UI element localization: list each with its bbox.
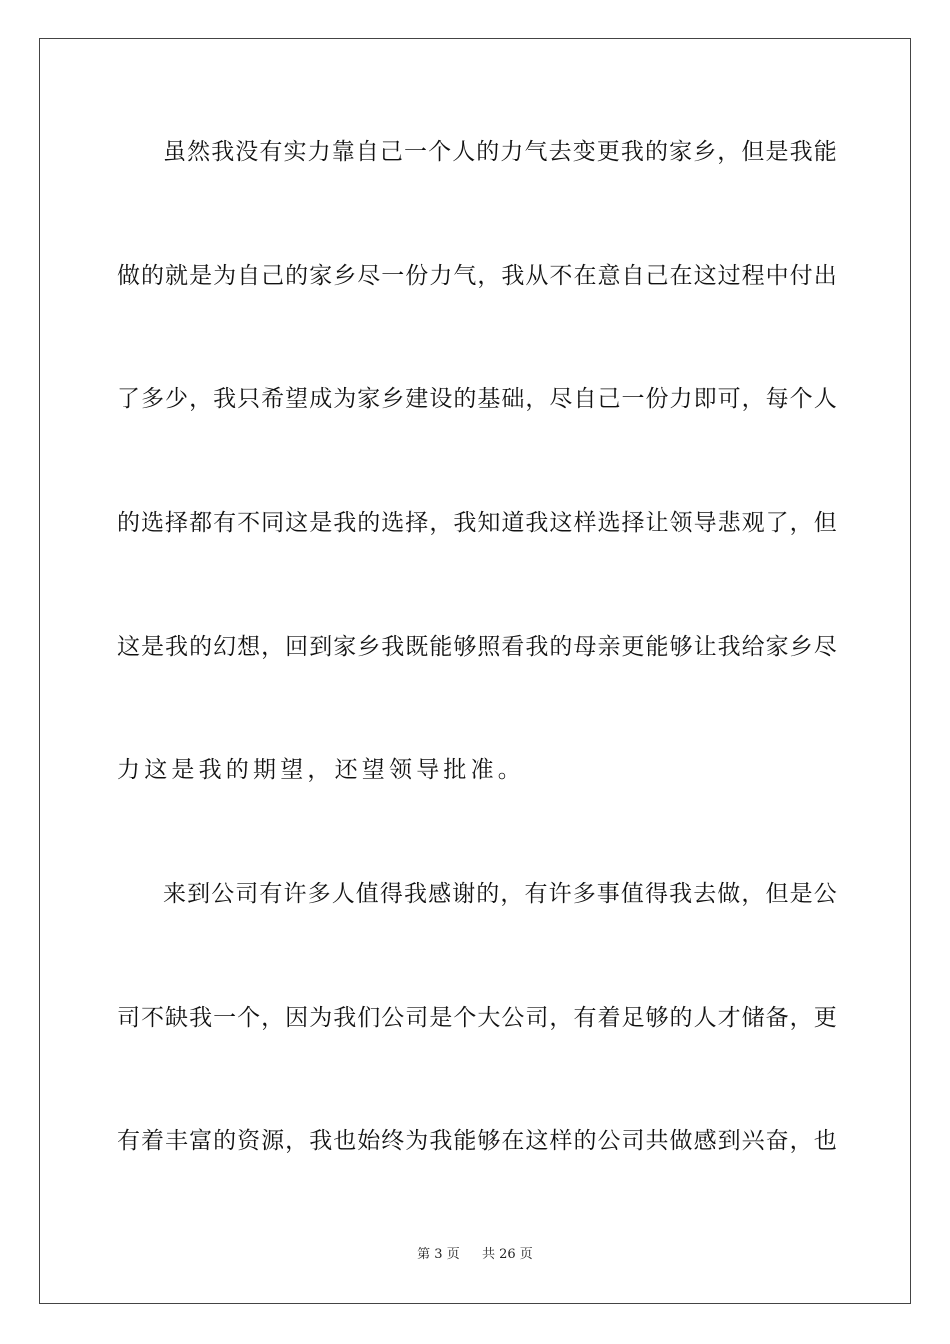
paragraph-1-line-2: 做的就是为自己的家乡尽一份力气，我从不在意自己在这过程中付出 — [117, 263, 837, 289]
paragraph-1-line-1: 虽然我没有实力靠自己一个人的力气去变更我的家乡，但是我能 — [163, 139, 837, 165]
paragraph-1-line-5: 这是我的幻想，回到家乡我既能够照看我的母亲更能够让我给家乡尽 — [117, 634, 837, 660]
paragraph-1-line-3: 了多少，我只希望成为家乡建设的基础，尽自己一份力即可，每个人 — [117, 386, 837, 412]
paragraph-1-line-4: 的选择都有不同这是我的选择，我知道我这样选择让领导悲观了，但 — [117, 510, 837, 536]
page-total: 共 26 页 — [482, 1247, 533, 1262]
page-border — [39, 38, 911, 1304]
paragraph-2-line-1: 来到公司有许多人值得我感谢的，有许多事值得我去做，但是公 — [163, 881, 837, 907]
page-footer — [0, 1247, 950, 1263]
page-number: 第 3 页 — [417, 1247, 460, 1262]
paragraph-2-line-2: 司不缺我一个，因为我们公司是个大公司，有着足够的人才储备，更 — [117, 1005, 837, 1031]
paragraph-1-line-6: 力这是我的期望，还望领导批准。 — [117, 757, 525, 783]
paragraph-2-line-3: 有着丰富的资源，我也始终为我能够在这样的公司共做感到兴奋，也 — [117, 1128, 837, 1154]
